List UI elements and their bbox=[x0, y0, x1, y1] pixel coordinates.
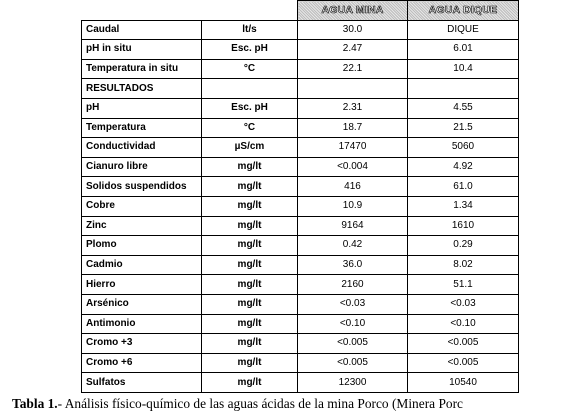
agua-mina-value-cell: 12300 bbox=[298, 373, 408, 393]
unit-cell: mg/lt bbox=[202, 373, 298, 393]
param-cell: Solidos suspendidos bbox=[82, 177, 202, 197]
unit-cell: °C bbox=[202, 59, 298, 79]
agua-dique-value-cell: <0.005 bbox=[408, 353, 519, 373]
param-cell: Antimonio bbox=[82, 314, 202, 334]
table-row bbox=[82, 20, 519, 40]
param-cell: Cromo +3 bbox=[82, 334, 202, 354]
caption-label: Tabla 1. bbox=[12, 396, 58, 411]
agua-mina-value-cell bbox=[298, 79, 408, 99]
header-blank-cell bbox=[202, 1, 298, 21]
agua-dique-value-cell: 0.29 bbox=[408, 236, 519, 256]
table-row bbox=[82, 353, 519, 373]
agua-dique-value-cell: <0.10 bbox=[408, 314, 519, 334]
param-cell: Temperatura in situ bbox=[82, 59, 202, 79]
unit-cell: mg/lt bbox=[202, 177, 298, 197]
agua-mina-value-cell: 2.31 bbox=[298, 98, 408, 118]
agua-mina-value-cell: 17470 bbox=[298, 138, 408, 158]
param-cell: Caudal bbox=[82, 20, 202, 40]
table-row bbox=[82, 79, 519, 99]
unit-cell: mg/lt bbox=[202, 353, 298, 373]
unit-cell: mg/lt bbox=[202, 157, 298, 177]
param-cell: Conductividad bbox=[82, 138, 202, 158]
param-cell: Sulfatos bbox=[82, 373, 202, 393]
agua-dique-value-cell bbox=[408, 79, 519, 99]
param-cell: Cianuro libre bbox=[82, 157, 202, 177]
agua-dique-value-cell: DIQUE bbox=[408, 20, 519, 40]
table-header-row bbox=[82, 1, 519, 21]
agua-mina-value-cell: 10.9 bbox=[298, 196, 408, 216]
agua-dique-value-cell: <0.03 bbox=[408, 294, 519, 314]
analysis-table-container bbox=[81, 0, 519, 393]
agua-dique-value-cell: 6.01 bbox=[408, 40, 519, 60]
param-cell: Hierro bbox=[82, 275, 202, 295]
unit-cell: °C bbox=[202, 118, 298, 138]
agua-mina-value-cell: 2.47 bbox=[298, 40, 408, 60]
table-row bbox=[82, 59, 519, 79]
param-cell: Cromo +6 bbox=[82, 353, 202, 373]
param-cell: Zinc bbox=[82, 216, 202, 236]
agua-dique-value-cell: 10540 bbox=[408, 373, 519, 393]
unit-cell: µS/cm bbox=[202, 138, 298, 158]
agua-mina-value-cell: <0.005 bbox=[298, 353, 408, 373]
table-row bbox=[82, 314, 519, 334]
param-cell: Plomo bbox=[82, 236, 202, 256]
column-header-agua-dique: AGUA DIQUE bbox=[408, 1, 519, 21]
agua-dique-value-cell: 4.92 bbox=[408, 157, 519, 177]
unit-cell: mg/lt bbox=[202, 314, 298, 334]
param-cell: Cobre bbox=[82, 196, 202, 216]
unit-cell: mg/lt bbox=[202, 255, 298, 275]
unit-cell: mg/lt bbox=[202, 196, 298, 216]
table-row bbox=[82, 236, 519, 256]
agua-mina-value-cell: <0.004 bbox=[298, 157, 408, 177]
unit-cell: mg/lt bbox=[202, 216, 298, 236]
analysis-table bbox=[81, 0, 519, 393]
analysis-table-body bbox=[82, 1, 519, 393]
param-cell: Arsénico bbox=[82, 294, 202, 314]
unit-cell: Esc. pH bbox=[202, 98, 298, 118]
unit-cell: lt/s bbox=[202, 20, 298, 40]
agua-dique-value-cell: 10.4 bbox=[408, 59, 519, 79]
param-cell: RESULTADOS bbox=[82, 79, 202, 99]
agua-mina-value-cell: <0.005 bbox=[298, 334, 408, 354]
table-row bbox=[82, 177, 519, 197]
agua-mina-value-cell: 0.42 bbox=[298, 236, 408, 256]
table-row bbox=[82, 334, 519, 354]
param-cell: pH bbox=[82, 98, 202, 118]
agua-mina-value-cell: 36.0 bbox=[298, 255, 408, 275]
param-cell: pH in situ bbox=[82, 40, 202, 60]
agua-mina-value-cell: 30.0 bbox=[298, 20, 408, 40]
agua-mina-value-cell: 2160 bbox=[298, 275, 408, 295]
unit-cell: mg/lt bbox=[202, 334, 298, 354]
agua-mina-value-cell: 18.7 bbox=[298, 118, 408, 138]
agua-mina-value-cell: <0.03 bbox=[298, 294, 408, 314]
agua-dique-value-cell: 8.02 bbox=[408, 255, 519, 275]
table-row bbox=[82, 40, 519, 60]
agua-mina-value-cell: 416 bbox=[298, 177, 408, 197]
agua-dique-value-cell: 51.1 bbox=[408, 275, 519, 295]
agua-dique-value-cell: 1.34 bbox=[408, 196, 519, 216]
caption-text: - Análisis físico-químico de las aguas ácidas de la mina Porco (Minera Porc bbox=[57, 396, 463, 411]
param-cell: Cadmio bbox=[82, 255, 202, 275]
table-row bbox=[82, 138, 519, 158]
unit-cell bbox=[202, 79, 298, 99]
table-row bbox=[82, 196, 519, 216]
unit-cell: mg/lt bbox=[202, 294, 298, 314]
agua-mina-value-cell: <0.10 bbox=[298, 314, 408, 334]
table-caption bbox=[12, 396, 463, 412]
agua-mina-value-cell: 9164 bbox=[298, 216, 408, 236]
param-cell: Temperatura bbox=[82, 118, 202, 138]
agua-dique-value-cell: 1610 bbox=[408, 216, 519, 236]
table-row bbox=[82, 157, 519, 177]
table-row bbox=[82, 98, 519, 118]
agua-dique-value-cell: <0.005 bbox=[408, 334, 519, 354]
table-row bbox=[82, 216, 519, 236]
agua-dique-value-cell: 21.5 bbox=[408, 118, 519, 138]
agua-mina-value-cell: 22.1 bbox=[298, 59, 408, 79]
unit-cell: mg/lt bbox=[202, 236, 298, 256]
header-blank-cell bbox=[82, 1, 202, 21]
table-row bbox=[82, 373, 519, 393]
table-row bbox=[82, 255, 519, 275]
table-row bbox=[82, 275, 519, 295]
unit-cell: mg/lt bbox=[202, 275, 298, 295]
agua-dique-value-cell: 61.0 bbox=[408, 177, 519, 197]
table-row bbox=[82, 294, 519, 314]
agua-dique-value-cell: 4.55 bbox=[408, 98, 519, 118]
agua-dique-value-cell: 5060 bbox=[408, 138, 519, 158]
unit-cell: Esc. pH bbox=[202, 40, 298, 60]
column-header-agua-mina: AGUA MINA bbox=[298, 1, 408, 21]
table-row bbox=[82, 118, 519, 138]
